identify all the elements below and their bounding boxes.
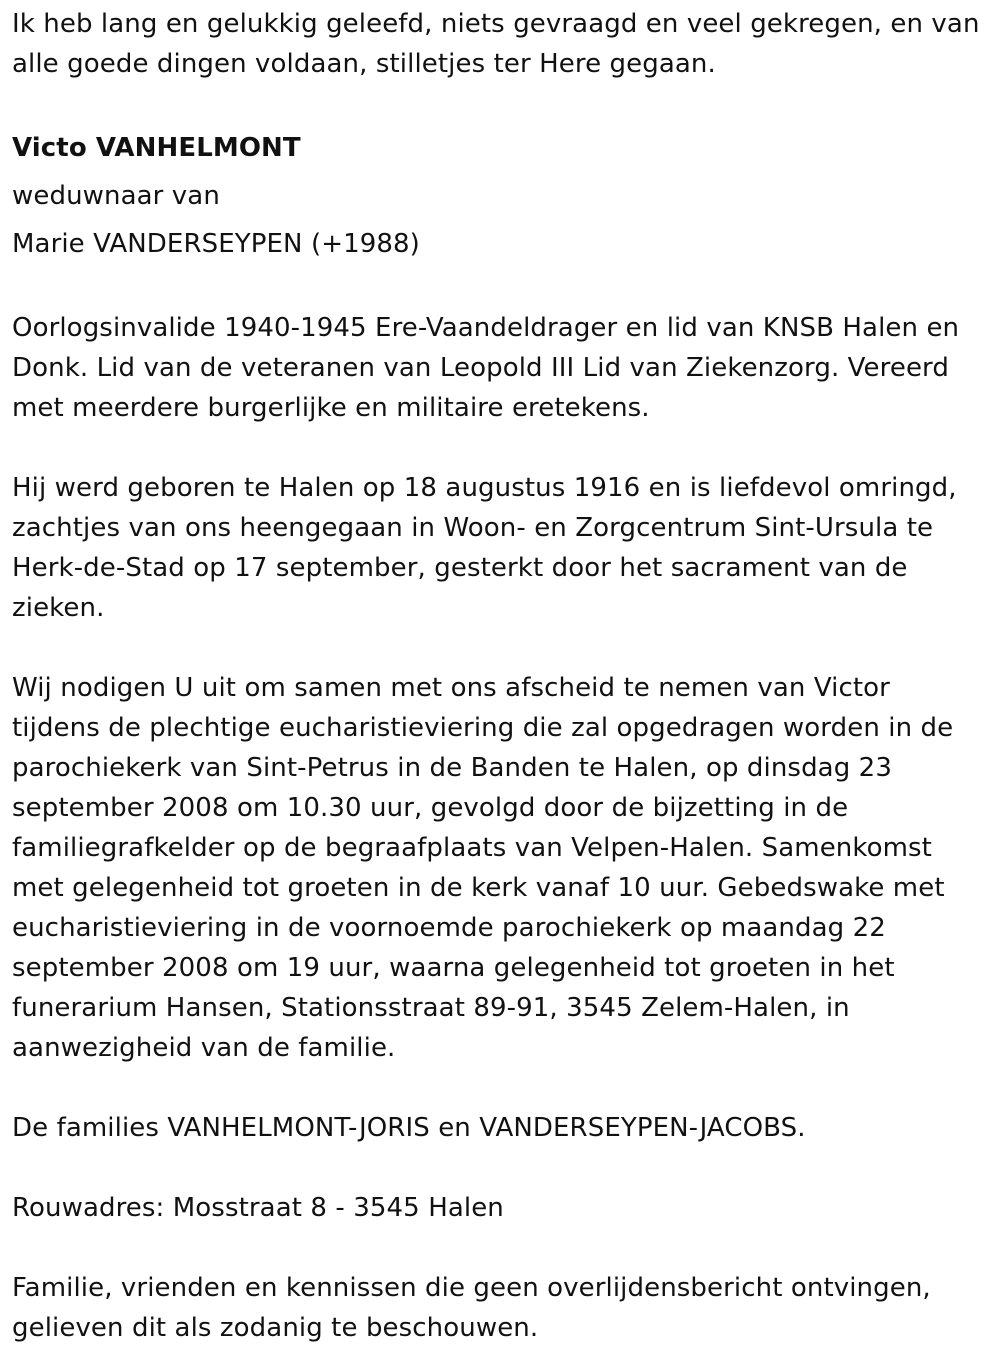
- spacer: [12, 1068, 987, 1108]
- invitation-line: familiegrafkelder op de begraafplaats van Velpen-Halen. Samenkomst: [12, 833, 932, 863]
- obituary-document: [12, 4, 987, 1348]
- families-line: De families VANHELMONT-JORIS en VANDERSEYPEN-JACOBS.: [12, 1113, 806, 1143]
- closing-line: gelieven dit als zodanig te beschouwen.: [12, 1313, 539, 1343]
- widower-label: weduwnaar van: [12, 181, 220, 211]
- bio-line: Donk. Lid van de veteranen van Leopold III Lid van Ziekenzorg. Vereerd: [12, 353, 949, 383]
- spacer: [12, 428, 987, 468]
- invitation-line: tijdens de plechtige eucharistieviering die zal opgedragen worden in de: [12, 713, 954, 743]
- spacer: [12, 628, 987, 668]
- bio-line: Oorlogsinvalide 1940-1945 Ere-Vaandeldrager en lid van KNSB Halen en: [12, 313, 960, 343]
- birth-death-line: Herk-de-Stad op 17 september, gesterkt door het sacrament van de: [12, 553, 908, 583]
- closing-line: Familie, vrienden en kennissen die geen overlijdensbericht ontvingen,: [12, 1273, 931, 1303]
- spacer: [12, 84, 987, 124]
- invitation-line: september 2008 om 10.30 uur, gevolgd door de bijzetting in de: [12, 793, 849, 823]
- invitation-line: eucharistieviering in de voornoemde parochiekerk op maandag 22: [12, 913, 886, 943]
- invitation-line: met gelegenheid tot groeten in de kerk vanaf 10 uur. Gebedswake met: [12, 873, 945, 903]
- spouse-name: Marie VANDERSEYPEN (+1988): [12, 229, 420, 259]
- invitation-line: funerarium Hansen, Stationsstraat 89-91, 3545 Zelem-Halen, in: [12, 993, 850, 1023]
- bio-line: met meerdere burgerlijke en militaire eretekens.: [12, 393, 650, 423]
- birth-death-line: Hij werd geboren te Halen op 18 augustus 1916 en is liefdevol omringd,: [12, 473, 957, 503]
- spacer: [12, 1228, 987, 1268]
- intro-line: Ik heb lang en gelukkig geleefd, niets gevraagd en veel gekregen, en van: [12, 9, 980, 39]
- birth-death-line: zieken.: [12, 593, 105, 623]
- invitation-line: parochiekerk van Sint-Petrus in de Banden te Halen, op dinsdag 23: [12, 753, 892, 783]
- invitation-line: september 2008 om 19 uur, waarna gelegenheid tot groeten in het: [12, 953, 895, 983]
- spacer: [12, 1148, 987, 1188]
- intro-line: alle goede dingen voldaan, stilletjes ter Here gegaan.: [12, 49, 716, 79]
- invitation-line: aanwezigheid van de familie.: [12, 1033, 396, 1063]
- invitation-line: Wij nodigen U uit om samen met ons afscheid te nemen van Victor: [12, 673, 890, 703]
- birth-death-line: zachtjes van ons heengegaan in Woon- en Zorgcentrum Sint-Ursula te: [12, 513, 934, 543]
- mourning-address: Rouwadres: Mosstraat 8 - 3545 Halen: [12, 1193, 504, 1223]
- spacer: [12, 268, 987, 308]
- deceased-name: Victo VANHELMONT: [12, 133, 301, 163]
